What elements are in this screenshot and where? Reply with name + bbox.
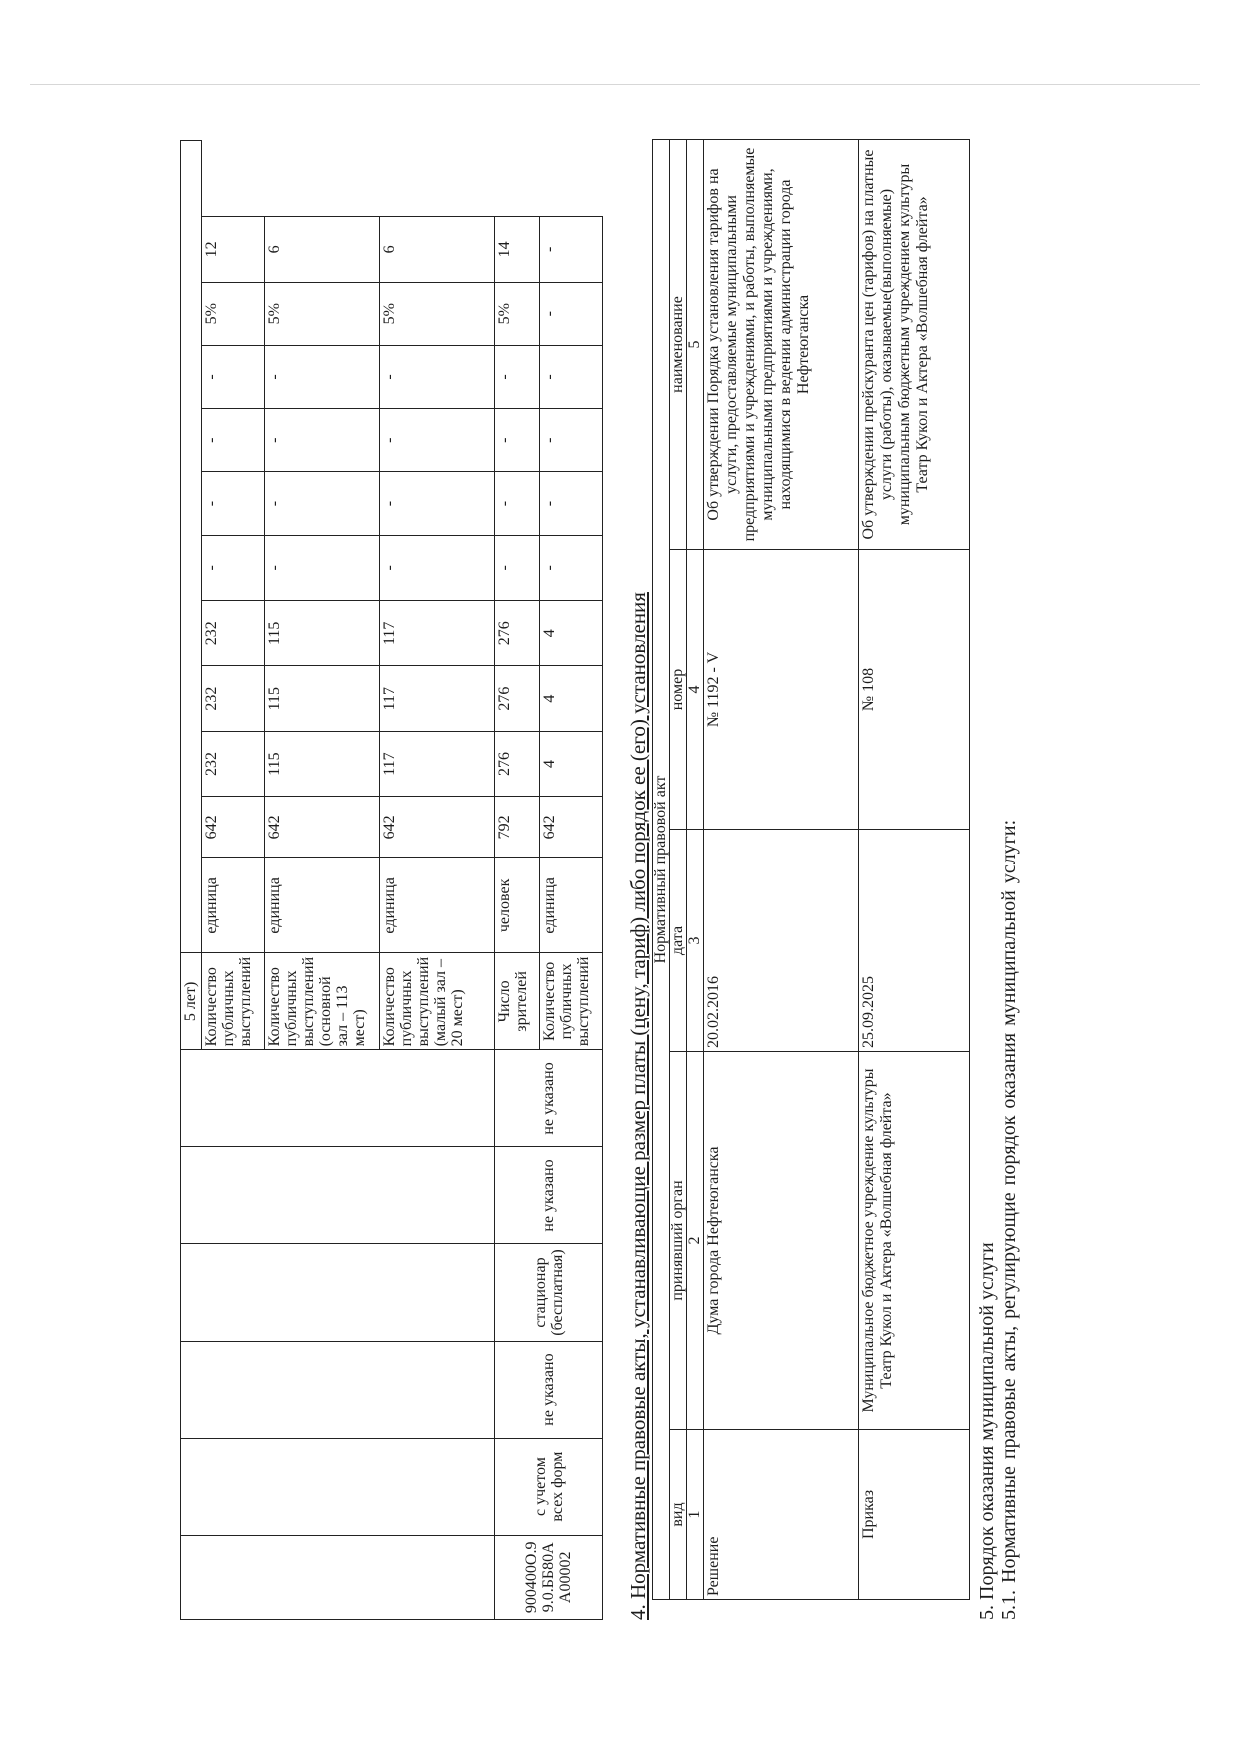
dash-cell: - — [265, 535, 380, 600]
empty-cell — [181, 1147, 495, 1244]
okei-cell: 792 — [495, 797, 540, 858]
column-header-number: номер — [670, 550, 687, 830]
abs-cell: 14 — [495, 217, 540, 282]
section-5-heading: 5. Порядок оказания муниципальной услуги — [976, 1242, 998, 1620]
act-number: № 1192 - V — [704, 550, 859, 830]
empty-cell — [181, 1535, 495, 1619]
section-5-1-heading: 5.1. Нормативные правовые акты, регулирующие порядок оказания муниципальной услуги: — [998, 819, 1020, 1620]
value-cell: 232 — [202, 601, 265, 666]
scan-edge-line — [30, 84, 1200, 85]
legal-acts-table — [652, 139, 970, 1600]
dash-cell: - — [540, 409, 603, 472]
column-number: 1 — [687, 1430, 704, 1600]
dash-cell: - — [380, 535, 495, 600]
abs-cell: 12 — [202, 217, 265, 282]
column-header-name: наименование — [670, 139, 687, 549]
indicator-name: Количество публичных выступлений (основной зал – 113 мест) — [265, 953, 380, 1050]
conditions-cell: стационар (бесплатная) — [495, 1244, 603, 1341]
value-cell: 115 — [265, 731, 380, 796]
column-number: 4 — [687, 550, 704, 830]
registry-code: 900400О.99.0.ББ80АА00002 — [495, 1535, 603, 1619]
dash-cell: - — [495, 409, 540, 472]
dash-cell: - — [265, 472, 380, 535]
unit-cell: единица — [540, 858, 603, 953]
empty-cell — [181, 1438, 495, 1535]
act-date: 20.02.2016 — [704, 830, 859, 1052]
act-name: Об утверждении прейскуранта цен (тарифов) на платные услуги (работы), оказываемые(выполняемые) муниципальным бюджетным учреждением культуры Театр Кукол и Актера «Волшебная флейта» — [859, 139, 970, 549]
dash-cell: - — [540, 535, 603, 600]
content-cell: не указано — [495, 1341, 603, 1438]
act-kind: Приказ — [859, 1430, 970, 1600]
column-header-date: дата — [670, 830, 687, 1052]
unit-cell: единица — [202, 858, 265, 953]
legal-act-group-header: Нормативный правовой акт — [653, 139, 670, 1599]
dash-cell: - — [265, 345, 380, 408]
dash-cell: - — [265, 409, 380, 472]
act-kind: Решение — [704, 1430, 859, 1600]
unit-cell: единица — [265, 858, 380, 953]
empty-cell — [181, 1244, 495, 1341]
column-number: 2 — [687, 1052, 704, 1430]
value-cell: 117 — [380, 731, 495, 796]
dash-cell: - — [495, 535, 540, 600]
abs-cell: 6 — [265, 217, 380, 282]
value-cell: 115 — [265, 666, 380, 731]
volume-indicators-table — [180, 140, 603, 1620]
unit-cell: человек — [495, 858, 540, 953]
indicator-name: Число зрителей — [495, 953, 540, 1050]
empty-cell — [181, 1341, 495, 1438]
okei-cell: 642 — [202, 797, 265, 858]
column-number: 5 — [687, 139, 704, 549]
unit-cell: единица — [380, 858, 495, 953]
section-4-heading: 4. Нормативные правовые акты, устанавливающие размер платы (цену, тариф) либо порядок ее (его) установления — [626, 592, 650, 1620]
act-date: 25.09.2025 — [859, 830, 970, 1052]
value-cell: 276 — [495, 731, 540, 796]
dash-cell: - — [495, 472, 540, 535]
value-cell: 276 — [495, 601, 540, 666]
header-cell-5let: 5 лет) — [181, 953, 202, 1050]
dash-cell: - — [202, 472, 265, 535]
okei-cell: 642 — [265, 797, 380, 858]
indicator-name: Количество публичных выступлений (малый зал – 20 мест) — [380, 953, 495, 1050]
percent-cell: 5% — [495, 282, 540, 345]
conditions-cell: не указано — [495, 1147, 603, 1244]
percent-cell: 5% — [265, 282, 380, 345]
act-number: № 108 — [859, 550, 970, 830]
column-header-kind: вид — [670, 1430, 687, 1600]
percent-cell: 5% — [202, 282, 265, 345]
dash-cell: - — [495, 345, 540, 408]
act-organ: Дума города Нефтеюганска — [704, 1052, 859, 1430]
indicator-name: Количество публичных выступлений — [202, 953, 265, 1050]
conditions-cell: не указано — [495, 1050, 603, 1147]
dash-cell: - — [380, 409, 495, 472]
indicator-name: Количество публичных выступлений — [540, 953, 603, 1050]
rotated-page-content — [120, 100, 1230, 1660]
empty-cell — [181, 1050, 495, 1147]
value-cell: 117 — [380, 666, 495, 731]
content-cell: с учетом всех форм — [495, 1438, 603, 1535]
act-organ: Муниципальное бюджетное учреждение культуры Театр Кукол и Актера «Волшебная флейта» — [859, 1052, 970, 1430]
dash-cell: - — [202, 409, 265, 472]
abs-cell: - — [540, 217, 603, 282]
dash-cell: - — [380, 345, 495, 408]
percent-cell: 5% — [380, 282, 495, 345]
value-cell: 232 — [202, 666, 265, 731]
column-number: 3 — [687, 830, 704, 1052]
value-cell: 4 — [540, 601, 603, 666]
dash-cell: - — [202, 535, 265, 600]
okei-cell: 642 — [540, 797, 603, 858]
value-cell: 232 — [202, 731, 265, 796]
percent-cell: - — [540, 282, 603, 345]
dash-cell: - — [540, 472, 603, 535]
value-cell: 117 — [380, 601, 495, 666]
act-name: Об утверждении Порядка установления тарифов на услуги, предоставляемые муниципальными предприятиями и учреждениями, и работы, выполняемые муниципальными предприятиями и учреждениями, находящимися в ведении администрации города Нефтеюганска — [704, 139, 859, 549]
abs-cell: 6 — [380, 217, 495, 282]
dash-cell: - — [380, 472, 495, 535]
empty-header-cell — [181, 141, 202, 953]
value-cell: 4 — [540, 731, 603, 796]
column-header-organ: принявший орган — [670, 1052, 687, 1430]
value-cell: 276 — [495, 666, 540, 731]
value-cell: 115 — [265, 601, 380, 666]
dash-cell: - — [202, 345, 265, 408]
dash-cell: - — [540, 345, 603, 408]
okei-cell: 642 — [380, 797, 495, 858]
value-cell: 4 — [540, 666, 603, 731]
